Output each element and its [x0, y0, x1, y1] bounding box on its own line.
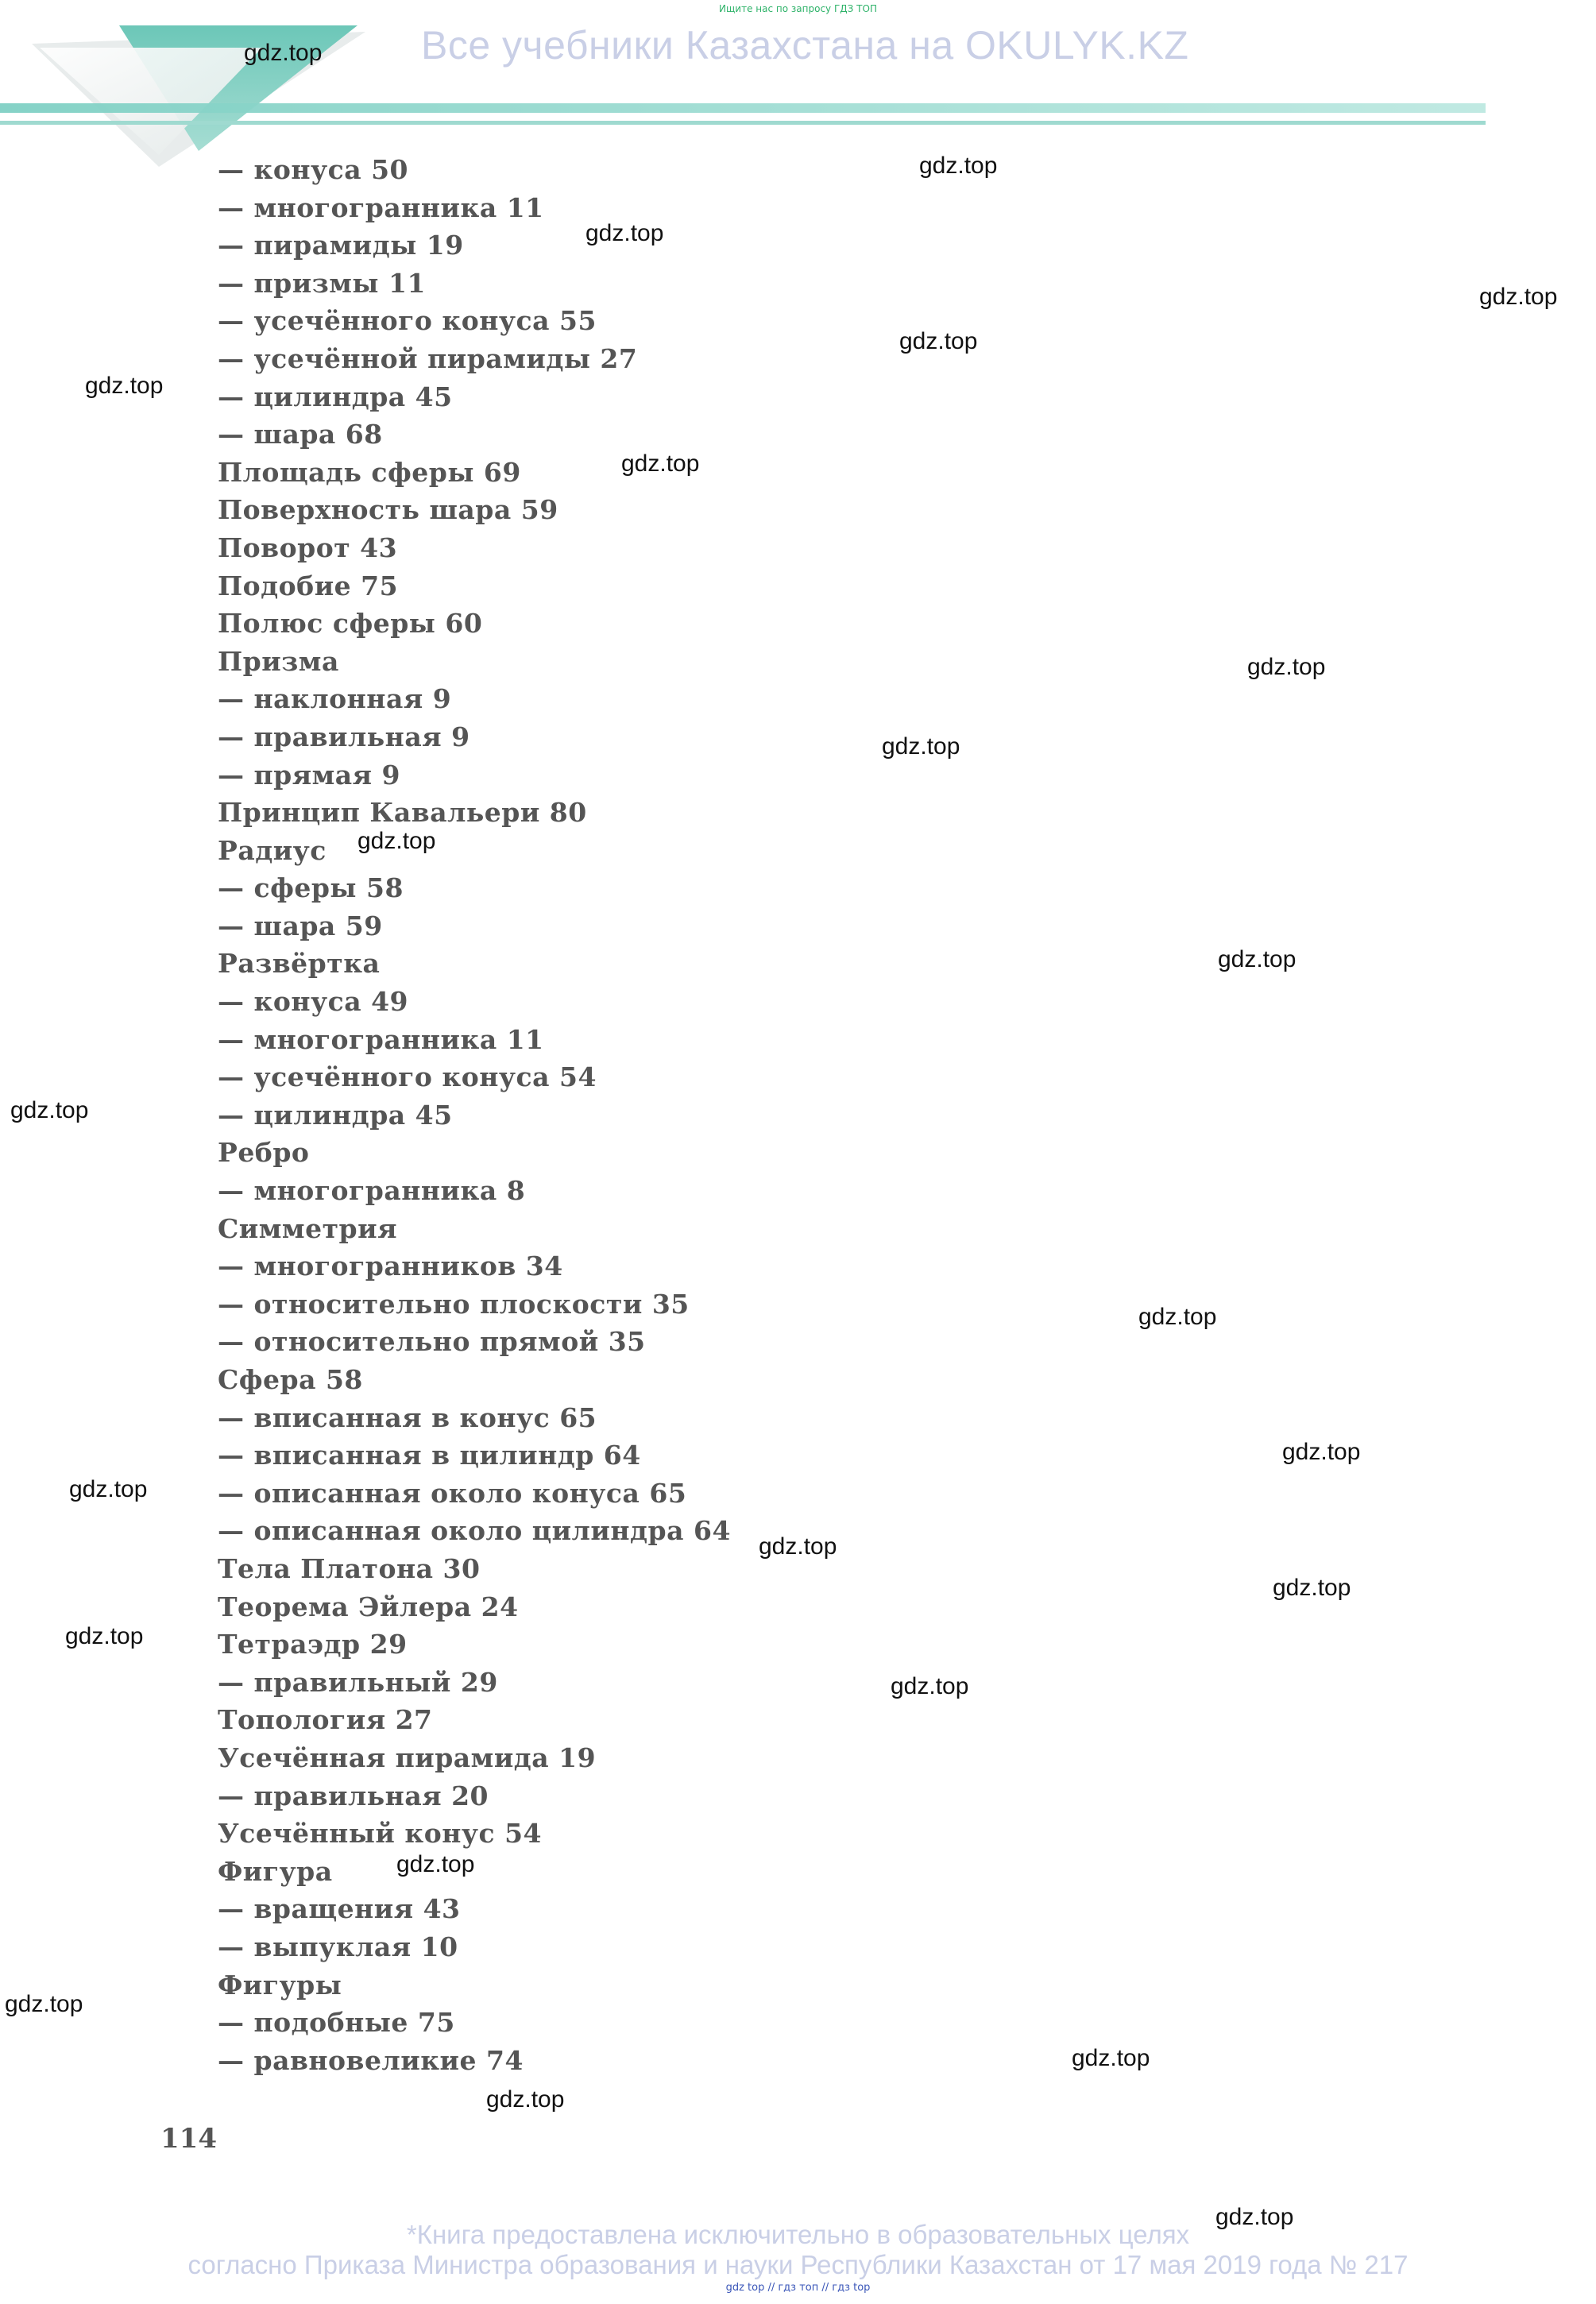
- index-entry: Призма: [218, 645, 339, 677]
- watermark: gdz.top: [1218, 946, 1297, 972]
- index-subentry: — шара 59: [218, 910, 383, 941]
- index-entry: Полюс сферы 60: [218, 608, 483, 640]
- index-subentry: — шара 68: [218, 419, 383, 450]
- watermark: gdz.top: [882, 733, 960, 760]
- index-subentry: — усечённого конуса 55: [218, 305, 597, 337]
- index-entry: Площадь сферы 69: [218, 456, 521, 488]
- index-subentry: — усечённой пирамиды 27: [218, 342, 638, 374]
- watermark: gdz.top: [1072, 2045, 1150, 2071]
- watermark: gdz.top: [891, 1673, 969, 1699]
- index-subentry: — вращения 43: [218, 1893, 461, 1925]
- footer-tiny-links: gdz top // гдз топ // гдз top: [725, 2282, 871, 2294]
- index-entry: Фигура: [218, 1855, 333, 1887]
- index-entry: Принцип Кавальери 80: [218, 797, 587, 829]
- index-subentry: — равновеликие 74: [218, 2044, 524, 2076]
- watermark: gdz.top: [244, 40, 323, 66]
- index-subentry: — цилиндра 45: [218, 381, 453, 412]
- index-entry: Усечённая пирамида 19: [218, 1742, 597, 1773]
- watermark: gdz.top: [759, 1533, 837, 1560]
- index-entry: Топология 27: [218, 1704, 433, 1736]
- index-entry: Поворот 43: [218, 532, 398, 563]
- watermark: gdz.top: [396, 1851, 475, 1877]
- index-subentry: — правильная 20: [218, 1780, 489, 1811]
- index-subentry: — правильный 29: [218, 1666, 498, 1698]
- footer-line-2: согласно Приказа Министра образования и науки Республики Казахстан от 17 мая 2019 года № 217: [187, 2250, 1409, 2279]
- index-subentry: — сферы 58: [218, 872, 404, 904]
- watermark: gdz.top: [621, 450, 700, 477]
- index-entry: Поверхность шара 59: [218, 494, 558, 526]
- index-subentry: — относительно плоскости 35: [218, 1288, 690, 1320]
- index-subentry: — правильная 9: [218, 721, 470, 752]
- index-subentry: — наклонная 9: [218, 683, 452, 715]
- index-subentry: — многогранника 8: [218, 1175, 526, 1207]
- watermark: gdz.top: [65, 1623, 144, 1649]
- index-subentry: — вписанная в конус 65: [218, 1401, 597, 1433]
- watermark: gdz.top: [1273, 1575, 1351, 1601]
- watermark: gdz.top: [1479, 284, 1558, 310]
- index-subentry: — многогранника 11: [218, 1023, 544, 1055]
- index-entry: Тетраэдр 29: [218, 1629, 408, 1660]
- footer-line-1: *Книга предоставлена исключительно в образовательных целях: [406, 2220, 1190, 2249]
- watermark: gdz.top: [899, 328, 978, 354]
- index-subentry: — пирамиды 19: [218, 230, 464, 261]
- watermark: gdz.top: [919, 153, 998, 179]
- watermark: gdz.top: [585, 220, 664, 246]
- watermark: gdz.top: [69, 1476, 148, 1502]
- index-subentry: — вписанная в цилиндр 64: [218, 1440, 641, 1471]
- watermark: gdz.top: [1282, 1439, 1361, 1465]
- watermark: gdz.top: [5, 1991, 83, 2017]
- index-entry: Теорема Эйлера 24: [218, 1591, 519, 1622]
- index-entry: Фигуры: [218, 1969, 342, 2001]
- watermark: gdz.top: [357, 828, 436, 854]
- header-title: Все учебники Казахстана на OKULYK.KZ: [421, 23, 1189, 68]
- index-entry: Симметрия: [218, 1212, 397, 1244]
- index-entry: Сфера 58: [218, 1364, 363, 1395]
- index-subentry: — описанная около конуса 65: [218, 1477, 687, 1509]
- index-entry: Подобие 75: [218, 570, 399, 601]
- watermark: gdz.top: [1215, 2204, 1294, 2230]
- index-entry: Развёртка: [218, 948, 381, 980]
- index-entry: Ребро: [218, 1137, 310, 1169]
- index-entry: Усечённый конус 54: [218, 1818, 542, 1850]
- index-entry: Тела Платона 30: [218, 1552, 481, 1584]
- subject-index: [218, 151, 731, 2079]
- index-subentry: — усечённого конуса 54: [218, 1061, 597, 1093]
- index-subentry: — прямая 9: [218, 759, 400, 791]
- index-subentry: — подобные 75: [218, 2007, 455, 2039]
- watermark: gdz.top: [1138, 1304, 1217, 1330]
- watermark: gdz.top: [1247, 654, 1326, 680]
- index-subentry: — описанная около цилиндра 64: [218, 1515, 731, 1547]
- index-subentry: — призмы 11: [218, 267, 426, 299]
- index-subentry: — конуса 50: [218, 154, 408, 185]
- watermark: gdz.top: [10, 1097, 89, 1123]
- top-note: Ищите нас по запросу ГДЗ ТОП: [719, 3, 877, 14]
- watermark: gdz.top: [85, 373, 164, 399]
- index-subentry: — многогранников 34: [218, 1251, 563, 1282]
- index-subentry: — цилиндра 45: [218, 1099, 453, 1131]
- index-subentry: — конуса 49: [218, 986, 408, 1018]
- page-number: 114: [160, 2123, 217, 2155]
- watermark: gdz.top: [486, 2086, 565, 2113]
- index-subentry: — выпуклая 10: [218, 1931, 458, 1962]
- index-subentry: — относительно прямой 35: [218, 1326, 646, 1358]
- index-entry: Радиус: [218, 834, 327, 866]
- index-subentry: — многогранника 11: [218, 191, 544, 223]
